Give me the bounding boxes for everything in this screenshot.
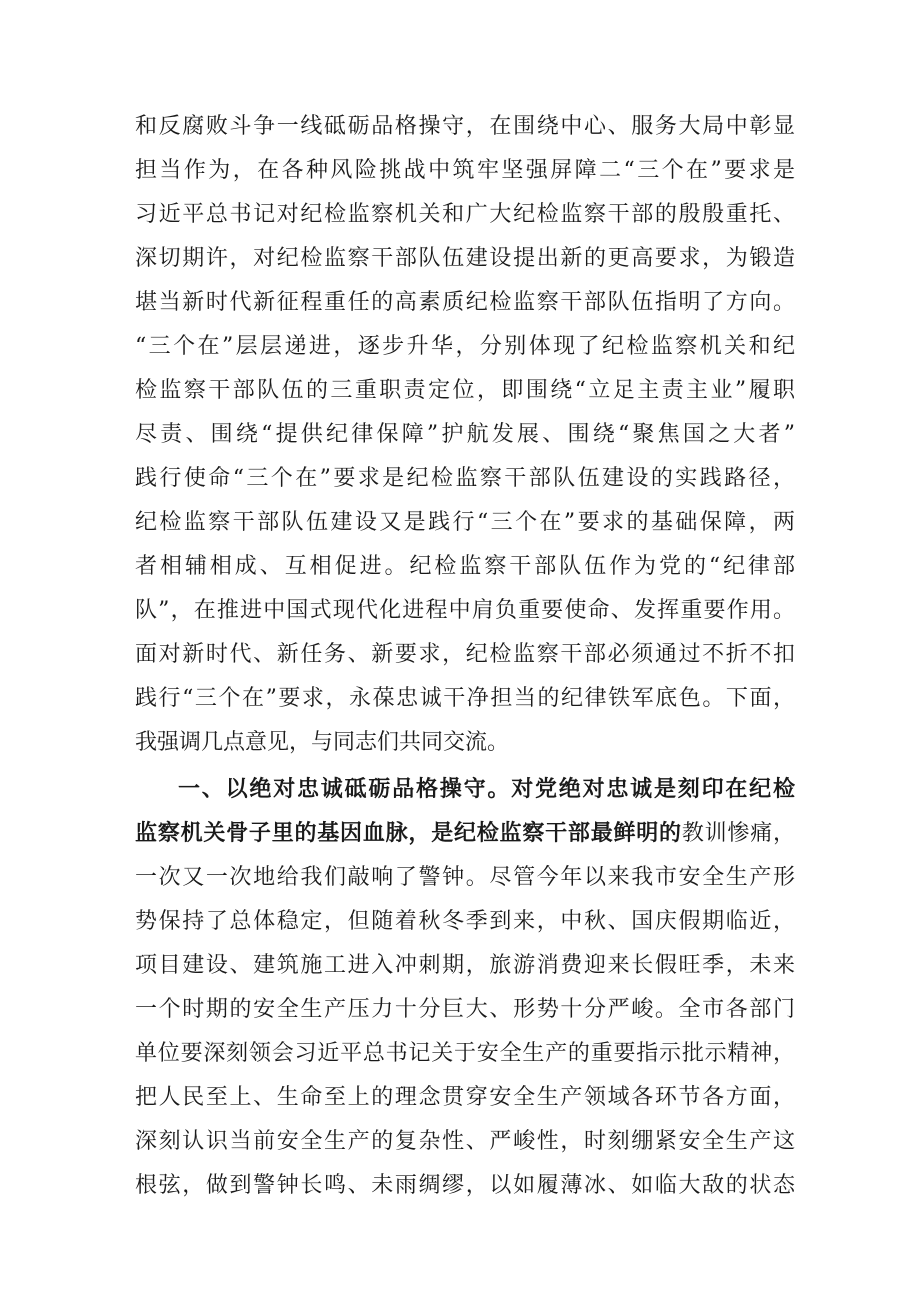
text-line: 习近平总书记对纪检监察机关和广大纪检监察干部的殷殷重托、 <box>135 202 795 227</box>
text-line <box>135 814 795 854</box>
text-line: 和反腐败斗争一线砥砺品格操守，在围绕中心、服务大局中彰显 <box>135 114 795 139</box>
text-line: 势保持了总体稳定，但随着秋冬季到来，中秋、国庆假期临近， <box>135 909 795 934</box>
text-line: 尽责、围绕“提供纪律保障”护航发展、围绕“聚焦国之大者” <box>135 422 795 447</box>
text-line: 我强调几点意见，与同志们共同交流。 <box>135 730 510 755</box>
text-line: 者相辅相成、互相促进。纪检监察干部队伍作为党的“纪律部 <box>135 554 795 579</box>
text-line: 一次又一次地给我们敲响了警钟。尽管今年以来我市安全生产形 <box>135 865 795 890</box>
text-line: 把人民至上、生命至上的理念贯穿安全生产领域各环节各方面， <box>135 1085 795 1110</box>
text-line: 纪检监察干部队伍建设又是践行“三个在”要求的基础保障，两 <box>135 510 795 535</box>
text-line: 堪当新时代新征程重任的高素质纪检监察干部队伍指明了方向。 <box>135 290 795 315</box>
text-line: 践行使命“三个在”要求是纪检监察干部队伍建设的实践路径， <box>135 466 795 491</box>
text-line: “三个在”层层递进，逐步升华，分别体现了纪检监察机关和纪 <box>135 334 795 359</box>
text-line: 检监察干部队伍的三重职责定位，即围绕“立足主责主业”履职 <box>135 378 795 403</box>
heading-continuation: 对党绝对忠诚是刻印在纪检 <box>511 777 795 802</box>
text-line: 深切期许，对纪检监察干部队伍建设提出新的更高要求，为锻造 <box>135 246 795 271</box>
text-line: 面对新时代、新任务、新要求，纪检监察干部必须通过不折不扣 <box>135 642 795 667</box>
bold-text: 监察机关骨子里的基因血脉，是纪检监察干部最鲜明的 <box>135 821 682 846</box>
text-line: 队”，在推进中国式现代化进程中肩负重要使命、发挥重要作用。 <box>135 598 795 623</box>
text-line: 根弦，做到警钟长鸣、未雨绸缪，以如履薄冰、如临大敌的状态 <box>135 1173 795 1198</box>
text-line: 担当作为，在各种风险挑战中筑牢坚强屏障二“三个在”要求是 <box>135 158 795 183</box>
text-line: 一个时期的安全生产压力十分巨大、形势十分严峻。全市各部门 <box>135 997 795 1022</box>
text-line: 项目建设、建筑施工进入冲刺期，旅游消费迎来长假旺季，未来 <box>135 953 795 978</box>
plain-text: 教训惨痛， <box>681 821 795 846</box>
section-heading-line <box>178 770 795 810</box>
text-line: 深刻认识当前安全生产的复杂性、严峻性，时刻绷紧安全生产这 <box>135 1129 795 1154</box>
text-line: 践行“三个在”要求，永葆忠诚干净担当的纪律铁军底色。下面， <box>135 686 795 711</box>
text-line: 单位要深刻领会习近平总书记关于安全生产的重要指示批示精神， <box>135 1041 795 1066</box>
section-heading: 一、以绝对忠诚砥砺品格操守。 <box>178 777 512 802</box>
